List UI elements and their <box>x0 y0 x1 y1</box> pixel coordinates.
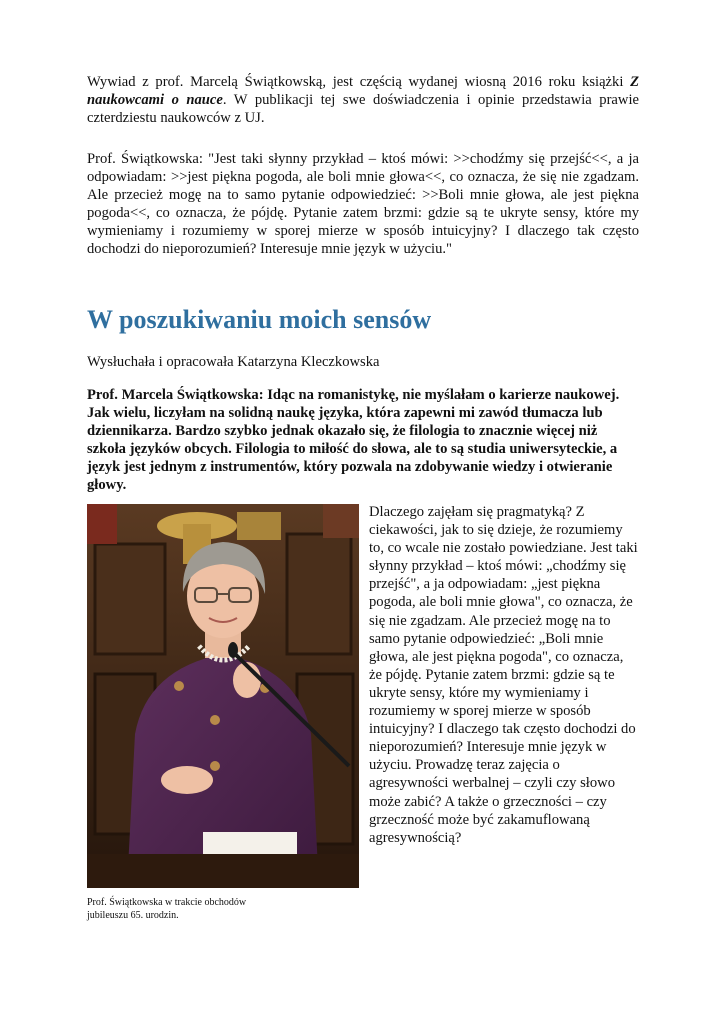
intro-paragraph <box>87 73 639 127</box>
book-title: Z naukowcami o nauce <box>87 74 639 109</box>
photo-caption: Prof. Świątkowska w trakcie obchodów jubileuszu 65. urodzin. <box>87 897 247 921</box>
lead-speaker: Prof. Marcela Świątkowska <box>87 387 259 403</box>
lead-text: : Idąc na romanistykę, nie myślałam o karierze naukowej. Jak wielu, liczyłam na solidną naukę języka, która zapewni mi zawód tłumacza lub dziennikarza. Bardzo szybko jednak okazało się, że filologia to znacznie więcej niż szkoła języków obcych. Filologia to miłość do słowa, ale to są studia uniwersyteckie, a język jest jednym z instrumentów, który pozwala na zdobywanie wiedzy i otwieranie głowy. <box>87 387 620 494</box>
byline: Wysłuchała i opracowała Katarzyna Kleczkowska <box>87 354 380 370</box>
article-heading: W poszukiwaniu moich sensów <box>87 305 432 334</box>
intro-text-before: Wywiad z prof. Marcelą Świątkowską, jest częścią wydanej wiosną 2016 roku książki <box>87 74 631 90</box>
quote-paragraph: Prof. Świątkowska: "Jest taki słynny przykład – ktoś mówi: >>chodźmy się przejść<<, a ja odpowiadam: >>jest piękna pogoda, ale boli mnie głowa<<, co oznacza, że się nie zgadzam. Ale przecież mogę na to samo pytanie odpowiedzieć: >>Boli mnie głowa, ale jest piękna pogoda<<, co oznacza, że pójdę. Pytanie zatem brzmi: gdzie są te ukryte sensy, które my wymieniamy i rozumiemy w sporej mierze w sposób intuicyjny? I dlaczego tak często dochodzi do nieporozumień? Interesuje mnie język w użyciu." <box>87 151 639 258</box>
intro-text-after: . W publikacji tej swe doświadczenia i opinie przedstawia prawie czterdziestu naukowców z UJ. <box>87 92 639 127</box>
portrait-illustration <box>87 504 359 888</box>
lead-paragraph <box>87 386 639 495</box>
portrait-photo <box>87 504 359 888</box>
side-paragraph: Dlaczego zajęłam się pragmatyką? Z ciekawości, jak to się dzieje, że rozumiemy to, co wcale nie zostało powiedziane. Jest taki słynny przykład – ktoś mówi: „chodźmy się przejść", a ja odpowiadam: „jest piękna pogoda, ale boli mnie głowa", co oznacza, że się nie zgadzam. Ale przecież mogę na to samo pytanie odpowiedzieć: „Boli mnie głowa, ale jest piękna pogoda", co oznacza, że pójdę. Pytanie zatem brzmi: gdzie są te ukryte sensy, które my wymieniamy i rozumiemy w sporej mierze w sposób intuicyjny? I dlaczego tak często dochodzi do nieporozumień? Interesuje mnie język w użyciu. Prowadzę teraz zajęcia o agresywności werbalnej – czyli czy słowo może zabić? A także o grzeczności – czy grzeczność może być zakamuflowaną agresywnością? <box>369 504 638 846</box>
